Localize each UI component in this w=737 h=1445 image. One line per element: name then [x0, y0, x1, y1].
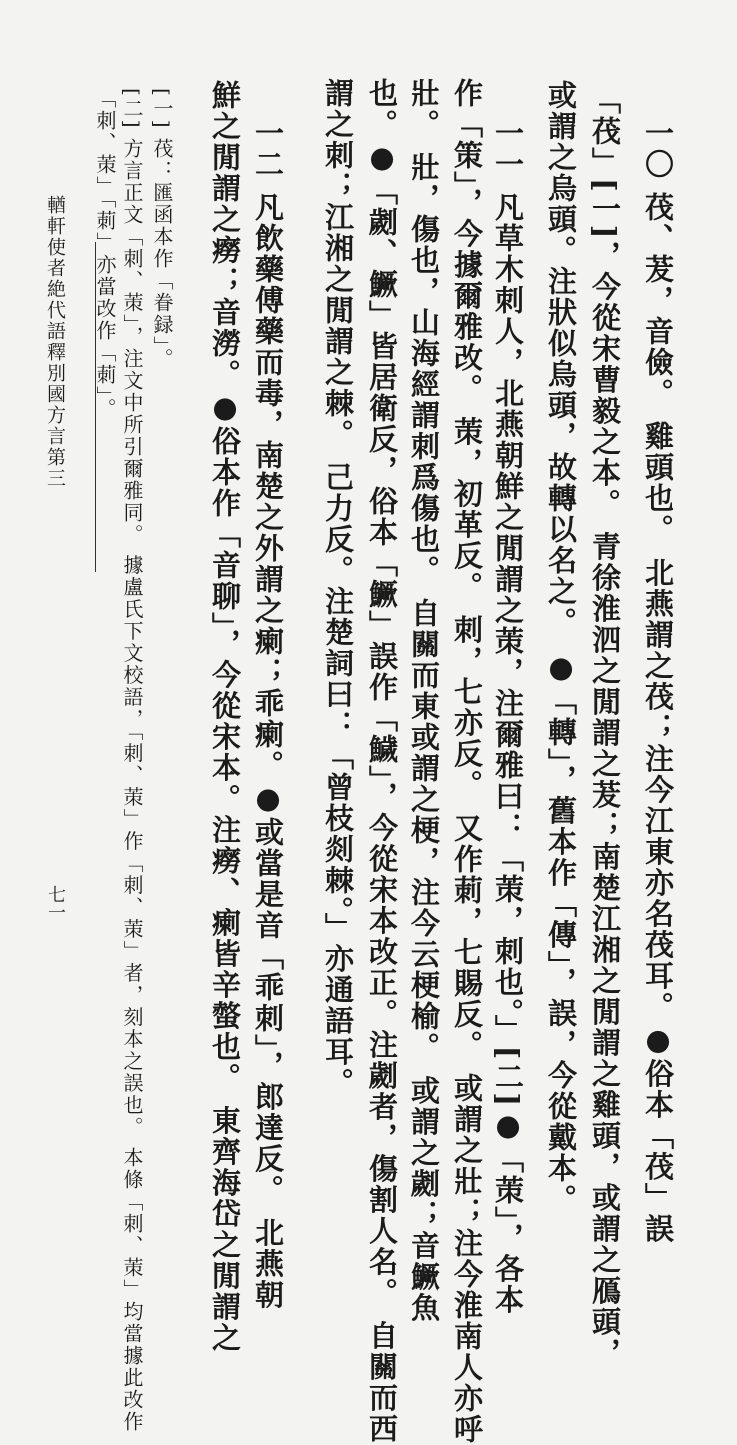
page-number: 七一	[45, 885, 66, 921]
running-title: 輶軒使者絶代語釋別國方言第三	[44, 195, 66, 489]
text-column: 一〇 茷、茇，音儉。 雞頭也。 北燕謂之茷；注今江東亦名茷耳。●俗本「茷」誤	[641, 118, 675, 1245]
footnote: [一] 茷：匯函本作「眷録」。	[150, 88, 174, 370]
text-column: 也。●「劌、鱖」皆居衛反，俗本「鱖」誤作「鱥」，今從宋本改正。注劌者，傷割人名。 自關而西	[365, 78, 399, 1445]
text-column: 鮮之閒謂之癆；音澇。●俗本作「音聊」，今從宋本。注癆、瘌皆辛螫也。 東齊海岱之閒謂之	[208, 80, 242, 1354]
footnote: 「刺、茦」「莿」亦當改作「莿」。	[93, 88, 117, 420]
text-column: 「茷」[一]，今從宋曹毅之本。 青徐淮泗之閒謂之茇；南楚江湘之閒謂之雞頭，或謂之鴈頭，	[588, 85, 622, 1369]
text-column: 壯。 壯，傷也，山海經謂刺爲傷也。 自關而東或謂之梗，注今云梗榆。 或謂之劌；音鱖魚	[407, 78, 441, 1324]
text-column: 一二 凡飲藥傅藥而毒，南楚之外謂之瘌；乖瘌。●或當是音「乖刺」，郎達反。 北燕朝	[251, 118, 285, 1311]
text-column: 作「策」，今據爾雅改。 茦，初革反。 刺，七亦反。 又作莿，七賜反。 或謂之壯；注今淮南人亦呼	[450, 78, 484, 1445]
footnote: [二] 方言正文「刺、茦」，注文中所引爾雅同。 據盧氏下文校語，「刺、茦」作「刺、茦」者，刻本之誤也。 本條「刺、茦」均當據此改作	[120, 88, 144, 1433]
text-column: 一一 凡草木刺人，北燕朝鮮之閒謂之茦，注爾雅曰：「茦，刺也。」[二]●「茦」，各本	[491, 118, 525, 1316]
text-column: 或謂之烏頭。注狀似烏頭，故轉以名之。 ●「轉」，舊本作「傳」，誤，今從戴本。	[544, 80, 578, 1216]
text-column: 謂之刺；江湘之閒謂之棘。 己力反。注楚詞曰：「曾枝剡棘。」亦通語耳。	[321, 78, 355, 1099]
footnote-separator	[95, 242, 96, 572]
